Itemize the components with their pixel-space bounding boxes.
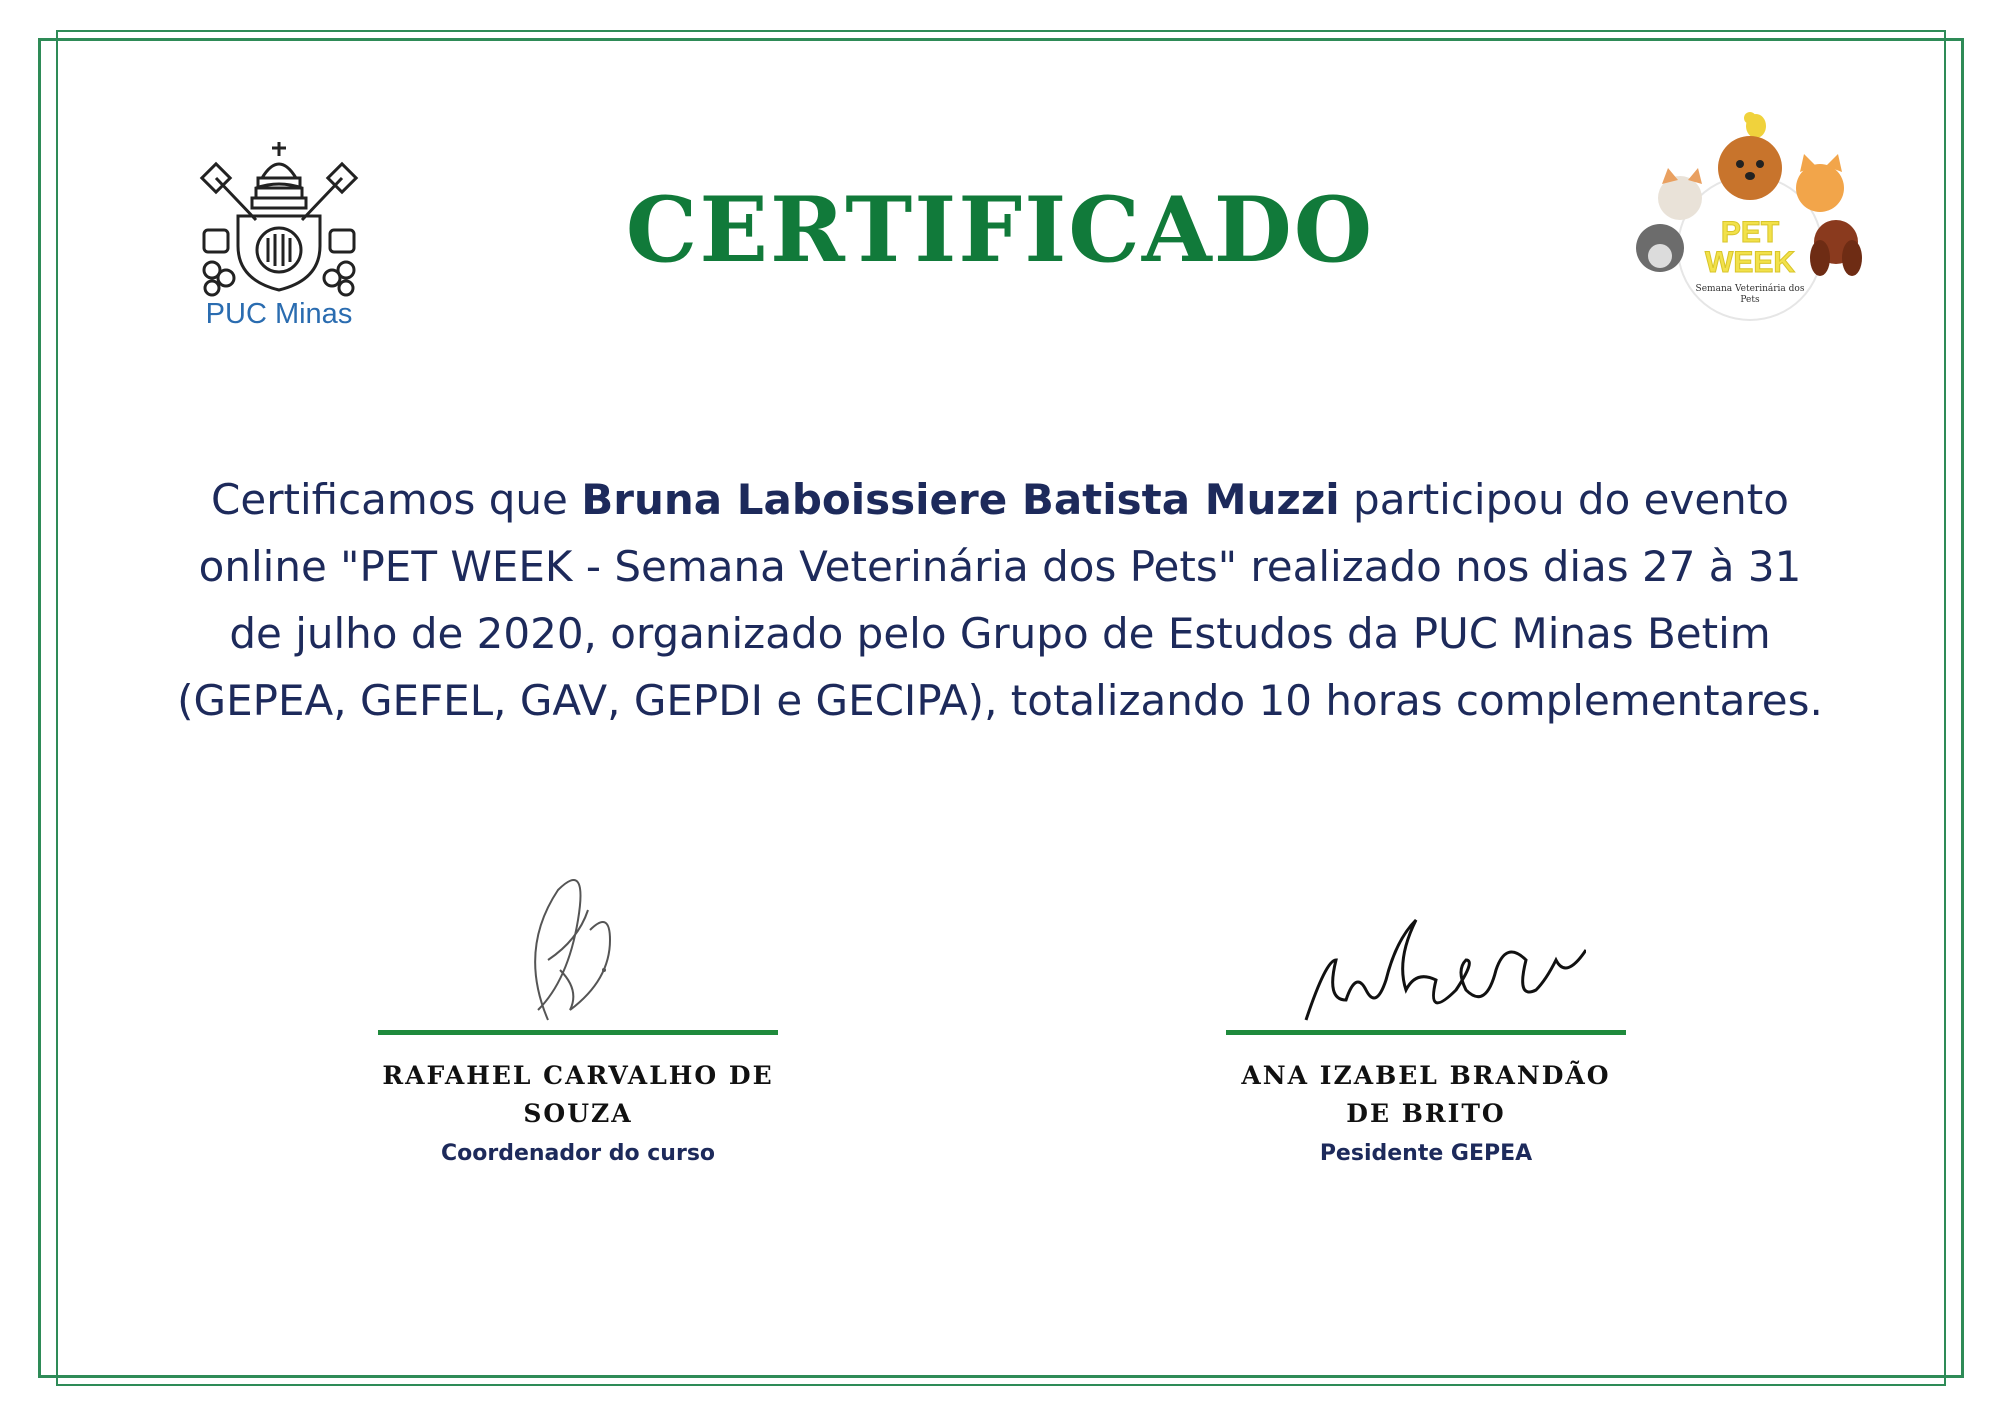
pet-week-subtitle: Semana Veterinária dos Pets xyxy=(1695,284,1805,305)
pet-week-title: PET WEEK xyxy=(1705,216,1795,279)
body-suffix: participou do evento online "PET WEEK - Semana Veterinária dos Pets" realizado nos dias 27 à 31 de julho de 2020, organizado pelo Grupo de Estudos da PUC Minas Betim (GEPEA, GEFEL, GAV, GEPDI e GECIPA), totalizando 10 horas complementares. xyxy=(177,475,1823,725)
signer-role: Pesidente GEPEA xyxy=(1319,1141,1533,1166)
recipient-name: Bruna Laboissiere Batista Muzzi xyxy=(581,475,1340,524)
signer-name: ANA IZABEL BRANDÃO DE BRITO xyxy=(1241,1061,1611,1128)
signature-line xyxy=(1226,1030,1626,1035)
body-prefix: Certificamos que xyxy=(211,475,582,524)
certificate-body xyxy=(170,466,1830,734)
puc-minas-wordmark: PUC Minas xyxy=(205,298,353,330)
signer-name: RAFAHEL CARVALHO DE SOUZA xyxy=(382,1061,774,1128)
puc-minas-logo xyxy=(186,138,372,338)
signature-line xyxy=(378,1030,778,1035)
handwritten-signature-icon xyxy=(1266,870,1586,1030)
pet-week-logo xyxy=(1630,108,1870,332)
signature-block-president xyxy=(1226,870,1626,1166)
signature-block-coordinator xyxy=(378,870,778,1166)
signer-role: Coordenador do curso xyxy=(440,1141,716,1166)
papal-crest-icon xyxy=(196,138,362,300)
handwritten-signature-icon xyxy=(508,870,648,1030)
certificate-title: CERTIFICADO xyxy=(625,177,1375,283)
